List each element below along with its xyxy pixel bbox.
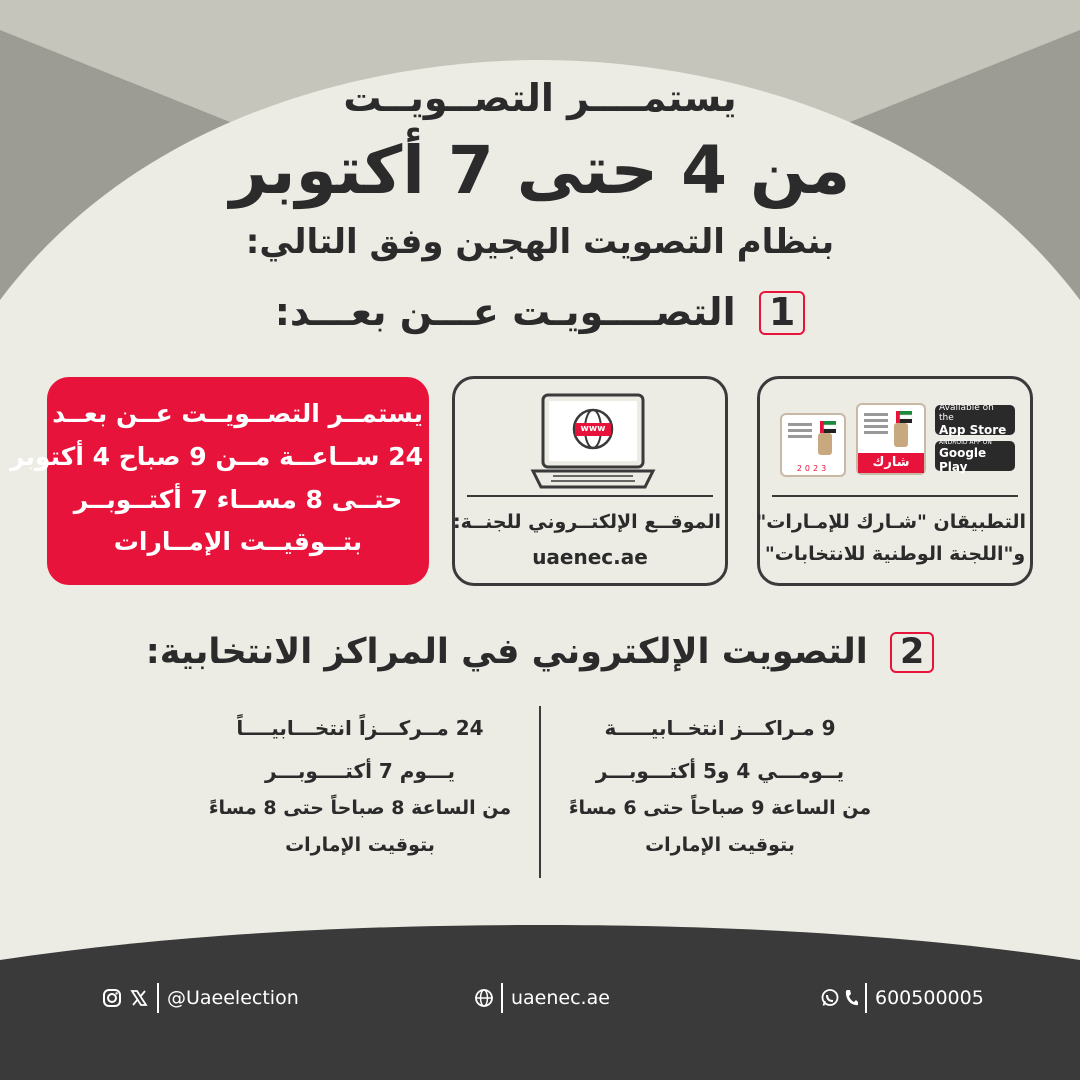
laptop-icon [527, 391, 659, 495]
footer-separator-social [157, 983, 159, 1013]
apps-divider [772, 495, 1018, 497]
remote-line-3: حتــى 8 مســاء 7 أكتــوبــر [73, 485, 403, 514]
section-2-label: التصويت الإلكتروني في المراكز الانتخابية: [145, 632, 868, 672]
remote-voting-card [9, 377, 429, 585]
website-caption: الموقــع الإلكتــروني للجنــة: [453, 511, 721, 533]
footer-website[interactable]: uaenec.ae [511, 987, 610, 1009]
footer-separator-phone [865, 983, 867, 1013]
sharek-app-icon[interactable] [856, 403, 926, 475]
section-1-number: 1 [759, 291, 805, 335]
website-divider [467, 495, 713, 497]
footer-separator-web [501, 983, 503, 1013]
section-2-number: 2 [890, 632, 934, 673]
app-store-label: App Store [939, 423, 1007, 437]
header-line-1: يستمــــر التصــويــت [343, 76, 737, 120]
left-line-2: يـــوم 7 أكتــــوبـــر [264, 759, 456, 783]
footer-phone[interactable]: 600500005 [875, 987, 984, 1009]
right-line-2: يــومـــي 4 و5 أكتـــوبـــر [595, 759, 845, 783]
website-url[interactable]: uaenec.ae [532, 545, 648, 569]
nec-flag-icon [782, 415, 844, 459]
section-2-title [140, 632, 940, 673]
app-store-badge[interactable] [935, 405, 1015, 435]
section-1-title [190, 290, 890, 335]
right-line-3: من الساعة 9 صباحاً حتى 6 مساءً [568, 797, 872, 819]
google-play-badge[interactable] [935, 438, 1015, 474]
social-handle[interactable]: @Uaeelection [167, 987, 299, 1009]
whatsapp-icon[interactable] [820, 988, 840, 1008]
globe-icon [474, 988, 494, 1008]
google-play-small-label: ANDROID APP ON [939, 438, 992, 446]
instagram-icon[interactable] [102, 988, 122, 1008]
nec-app-icon[interactable] [780, 413, 846, 477]
app-store-small-label: Available on the [939, 403, 994, 423]
right-line-4: بتوقيت الإمارات [645, 834, 795, 856]
website-card [452, 376, 728, 586]
google-play-label: Google Play [939, 445, 987, 474]
centers-divider [539, 706, 541, 878]
www-label: www [580, 424, 606, 434]
right-line-1: 9 مـراكـــز انتخــابيـــــة [604, 716, 836, 740]
apps-caption-1: التطبيقان "شـارك للإمـارات" [756, 511, 1026, 533]
tile-year: 2023 [796, 464, 830, 473]
section-1-label: التصــــويـت عـــن بعـــد: [274, 290, 736, 334]
sharek-label: شارك [858, 453, 924, 473]
header-line-3: بنظام التصويت الهجين وفق التالي: [245, 222, 835, 262]
flag-icon [858, 405, 924, 455]
x-icon[interactable] [130, 989, 148, 1007]
remote-line-2: 24 ســاعــة مــن 9 صباح 4 أكتوبر [9, 442, 423, 471]
left-line-1: 24 مــركـــزاً انتخـــابيــــاً [236, 716, 484, 740]
apps-caption-2: و"اللجنة الوطنية للانتخابات" [764, 543, 1026, 565]
remote-line-1: يستمــر التصــويــت عــن بعــد [52, 399, 423, 428]
header-dates: من 4 حتى 7 أكتوبر [229, 132, 851, 209]
apps-card [757, 376, 1033, 586]
left-line-4: بتوقيت الإمارات [285, 834, 435, 856]
phone-icon[interactable] [843, 988, 859, 1008]
left-line-3: من الساعة 8 صباحاً حتى 8 مساءً [208, 797, 512, 819]
remote-line-4: بتــوقيــت الإمــارات [113, 527, 363, 556]
